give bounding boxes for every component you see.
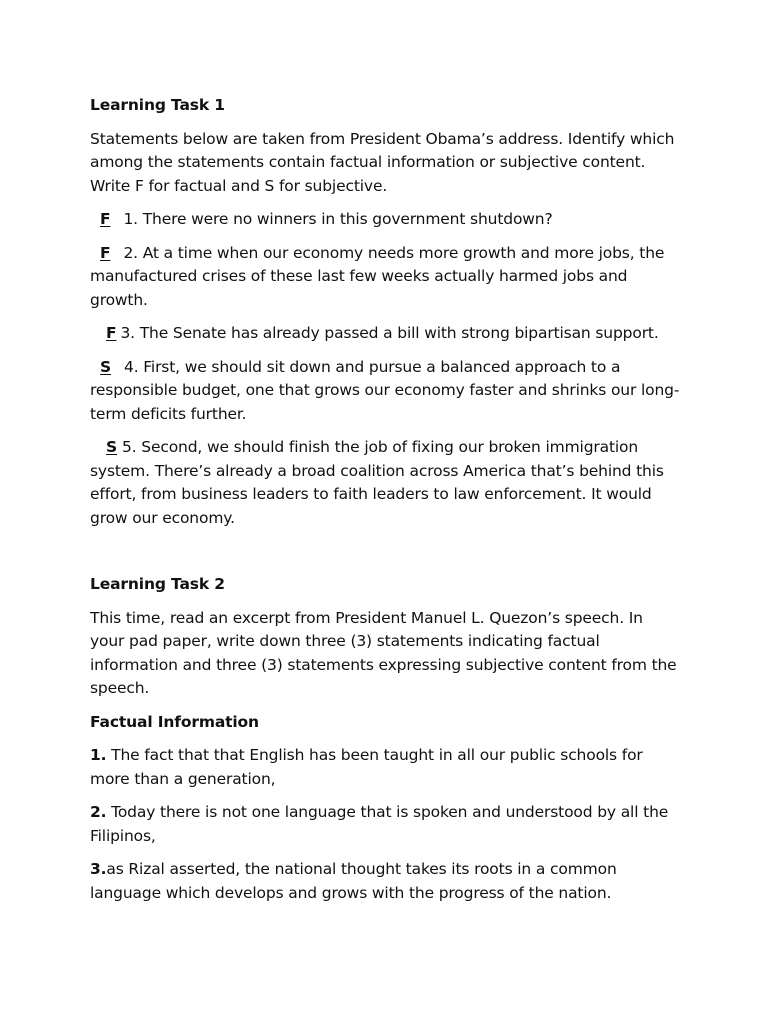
item-text: 4. First, we should sit down and pursue a balanced approach to a responsible budget, one that grows our economy faster and shrinks our long-term deficits further. — [90, 357, 680, 423]
task1-item-2 — [90, 242, 680, 313]
task2-heading: Learning Task 2 — [90, 575, 225, 593]
fact-text: Today there is not one language that is spoken and understood by all the Filipinos, — [90, 803, 669, 845]
item-text: 2. At a time when our economy needs more growth and more jobs, the manufactured crises of these last few weeks actually harmed jobs and growth. — [90, 243, 665, 309]
fact-number: 2. — [90, 803, 107, 821]
section-spacer — [90, 540, 680, 573]
answer-mark: S — [106, 438, 118, 456]
task1-item-1 — [90, 208, 680, 232]
answer-mark: F — [106, 324, 117, 342]
answer-mark: F — [100, 243, 111, 262]
fact-text: The fact that that English has been taught in all our public schools for more than a generation, — [90, 746, 643, 788]
factual-information-heading: Factual Information — [90, 712, 259, 731]
task1-item-3 — [90, 322, 680, 346]
fact-item-3 — [90, 858, 680, 905]
fact-item-2 — [90, 801, 680, 848]
fact-number: 1. — [90, 746, 107, 764]
fact-text: as Rizal asserted, the national thought takes its roots in a common language which develops and grows with the progress of the nation. — [90, 860, 617, 902]
task1-item-5 — [90, 436, 680, 530]
answer-mark: S — [100, 357, 112, 376]
task1-item-4 — [90, 356, 680, 427]
item-text: 5. Second, we should finish the job of fixing our broken immigration system. There’s already a broad coalition across America that’s behind this effort, from business leaders to faith leaders to law enforcement. It would grow our economy. — [90, 438, 664, 527]
task1-heading: Learning Task 1 — [90, 96, 225, 114]
task1-intro: Statements below are taken from President Obama’s address. Identify which among the statements contain factual information or subjective content. Write F for factual and S for subjective. — [90, 129, 675, 195]
fact-item-1 — [90, 744, 680, 791]
answer-mark: F — [100, 210, 111, 228]
fact-number: 3. — [90, 860, 107, 878]
task2-intro: This time, read an excerpt from President Manuel L. Quezon’s speech. In your pad paper, write down three (3) statements indicating factual information and three (3) statements expressing subjective content from the speech. — [90, 608, 677, 697]
document-page — [90, 94, 680, 915]
item-text: 3. The Senate has already passed a bill with strong bipartisan support. — [120, 324, 659, 342]
item-text: 1. There were no winners in this government shutdown? — [123, 210, 553, 228]
